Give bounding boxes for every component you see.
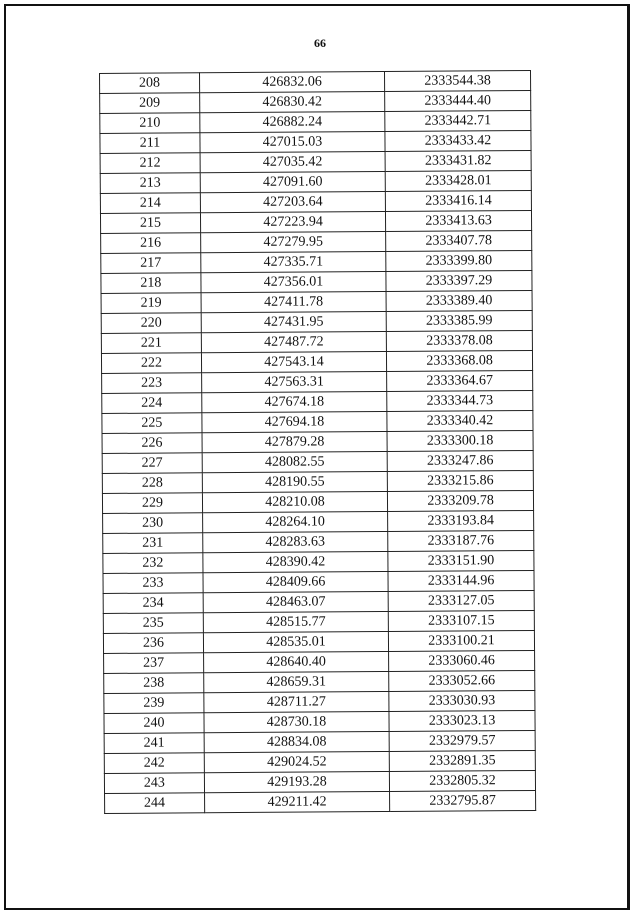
x-coordinate-cell: 429024.52 xyxy=(204,751,389,772)
x-coordinate-cell: 426830.42 xyxy=(200,92,385,113)
x-coordinate-cell: 428515.77 xyxy=(203,611,388,632)
y-coordinate-cell: 2333442.71 xyxy=(385,110,531,131)
y-coordinate-cell: 2333215.86 xyxy=(387,470,533,491)
table-row xyxy=(101,330,532,353)
table-row xyxy=(100,170,531,193)
x-coordinate-cell: 428264.10 xyxy=(202,511,387,532)
point-id-cell: 213 xyxy=(100,173,200,194)
point-id-cell: 239 xyxy=(104,693,204,714)
table-row xyxy=(104,710,535,733)
x-coordinate-cell: 427203.64 xyxy=(200,192,385,213)
point-id-cell: 238 xyxy=(104,673,204,694)
x-coordinate-cell: 428659.31 xyxy=(204,671,389,692)
x-coordinate-cell: 428283.63 xyxy=(203,531,388,552)
y-coordinate-cell: 2333193.84 xyxy=(388,510,534,531)
table-row xyxy=(100,130,531,153)
x-coordinate-cell: 427035.42 xyxy=(200,152,385,173)
table-row xyxy=(102,450,533,473)
x-coordinate-cell: 428210.08 xyxy=(202,491,387,512)
y-coordinate-cell: 2333030.93 xyxy=(389,690,535,711)
point-id-cell: 225 xyxy=(102,413,202,434)
point-id-cell: 216 xyxy=(101,233,201,254)
point-id-cell: 231 xyxy=(103,533,203,554)
x-coordinate-cell: 427694.18 xyxy=(202,411,387,432)
y-coordinate-cell: 2333431.82 xyxy=(385,150,531,171)
point-id-cell: 209 xyxy=(100,93,200,114)
y-coordinate-cell: 2333209.78 xyxy=(388,490,534,511)
point-id-cell: 228 xyxy=(102,473,202,494)
point-id-cell: 218 xyxy=(101,273,201,294)
point-id-cell: 221 xyxy=(101,333,201,354)
y-coordinate-cell: 2333300.18 xyxy=(387,430,533,451)
point-id-cell: 220 xyxy=(101,313,201,334)
y-coordinate-cell: 2333100.21 xyxy=(389,630,535,651)
point-id-cell: 232 xyxy=(103,553,203,574)
y-coordinate-cell: 2333389.40 xyxy=(386,290,532,311)
point-id-cell: 237 xyxy=(104,653,204,674)
y-coordinate-cell: 2333060.46 xyxy=(389,650,535,671)
x-coordinate-cell: 427223.94 xyxy=(200,212,385,233)
x-coordinate-cell: 427279.95 xyxy=(201,232,386,253)
x-coordinate-cell: 428834.08 xyxy=(204,731,389,752)
y-coordinate-cell: 2333344.73 xyxy=(387,390,533,411)
table-row xyxy=(101,350,532,373)
point-id-cell: 242 xyxy=(104,753,204,774)
point-id-cell: 215 xyxy=(100,213,200,234)
x-coordinate-cell: 427091.60 xyxy=(200,172,385,193)
x-coordinate-cell: 427563.31 xyxy=(201,371,386,392)
table-row xyxy=(104,750,535,773)
point-id-cell: 217 xyxy=(101,253,201,274)
x-coordinate-cell: 427335.71 xyxy=(201,252,386,273)
y-coordinate-cell: 2333127.05 xyxy=(388,590,534,611)
table-row xyxy=(105,790,536,813)
x-coordinate-cell: 428640.40 xyxy=(203,651,388,672)
table-row xyxy=(103,590,534,613)
point-id-cell: 229 xyxy=(102,493,202,514)
y-coordinate-cell: 2333413.63 xyxy=(386,210,532,231)
table-row xyxy=(103,570,534,593)
x-coordinate-cell: 427674.18 xyxy=(202,391,387,412)
y-coordinate-cell: 2333187.76 xyxy=(388,530,534,551)
x-coordinate-cell: 429193.28 xyxy=(204,771,389,792)
table-row xyxy=(101,310,532,333)
x-coordinate-cell: 428190.55 xyxy=(202,471,387,492)
y-coordinate-cell: 2333385.99 xyxy=(386,310,532,331)
table-row xyxy=(100,190,531,213)
point-id-cell: 222 xyxy=(101,353,201,374)
point-id-cell: 233 xyxy=(103,573,203,594)
point-id-cell: 223 xyxy=(102,373,202,394)
table-row xyxy=(100,70,531,93)
x-coordinate-cell: 428082.55 xyxy=(202,451,387,472)
y-coordinate-cell: 2333144.96 xyxy=(388,570,534,591)
x-coordinate-cell: 428463.07 xyxy=(203,591,388,612)
table-row xyxy=(104,650,535,673)
x-coordinate-cell: 428711.27 xyxy=(204,691,389,712)
point-id-cell: 234 xyxy=(103,593,203,614)
y-coordinate-cell: 2333107.15 xyxy=(388,610,534,631)
y-coordinate-cell: 2332805.32 xyxy=(389,770,535,791)
x-coordinate-cell: 427015.03 xyxy=(200,132,385,153)
table-row xyxy=(100,210,531,233)
point-id-cell: 211 xyxy=(100,133,200,154)
point-id-cell: 210 xyxy=(100,113,200,134)
y-coordinate-cell: 2333378.08 xyxy=(386,330,532,351)
point-id-cell: 208 xyxy=(100,73,200,94)
x-coordinate-cell: 427431.95 xyxy=(201,312,386,333)
table-row xyxy=(103,610,534,633)
table-row xyxy=(102,370,533,393)
x-coordinate-cell: 428535.01 xyxy=(203,631,388,652)
x-coordinate-cell: 427487.72 xyxy=(201,331,386,352)
table-row xyxy=(104,670,535,693)
x-coordinate-cell: 427411.78 xyxy=(201,292,386,313)
x-coordinate-cell: 427879.28 xyxy=(202,431,387,452)
table-row xyxy=(103,630,534,653)
x-coordinate-cell: 426882.24 xyxy=(200,112,385,133)
point-id-cell: 235 xyxy=(103,613,203,634)
y-coordinate-cell: 2333407.78 xyxy=(386,230,532,251)
point-id-cell: 224 xyxy=(102,393,202,414)
y-coordinate-cell: 2333428.01 xyxy=(385,170,531,191)
point-id-cell: 236 xyxy=(103,633,203,654)
point-id-cell: 244 xyxy=(105,793,205,814)
table-row xyxy=(100,150,531,173)
point-id-cell: 243 xyxy=(104,773,204,794)
x-coordinate-cell: 426832.06 xyxy=(199,72,384,93)
y-coordinate-cell: 2332891.35 xyxy=(389,750,535,771)
table-row xyxy=(102,410,533,433)
y-coordinate-cell: 2332979.57 xyxy=(389,730,535,751)
y-coordinate-cell: 2333340.42 xyxy=(387,410,533,431)
point-id-cell: 241 xyxy=(104,733,204,754)
table-row xyxy=(102,390,533,413)
y-coordinate-cell: 2333544.38 xyxy=(385,70,531,91)
y-coordinate-cell: 2333364.67 xyxy=(387,370,533,391)
table-row xyxy=(101,230,532,253)
table-row xyxy=(102,490,533,513)
point-id-cell: 212 xyxy=(100,153,200,174)
point-id-cell: 219 xyxy=(101,293,201,314)
table-row xyxy=(102,470,533,493)
point-id-cell: 226 xyxy=(102,433,202,454)
table-row xyxy=(101,250,532,273)
point-id-cell: 227 xyxy=(102,453,202,474)
table-row xyxy=(101,270,532,293)
y-coordinate-cell: 2333399.80 xyxy=(386,250,532,271)
y-coordinate-cell: 2333433.42 xyxy=(385,130,531,151)
table-row xyxy=(104,730,535,753)
table-row xyxy=(100,90,531,113)
y-coordinate-cell: 2333444.40 xyxy=(385,90,531,111)
table-row xyxy=(104,770,535,793)
x-coordinate-cell: 428409.66 xyxy=(203,571,388,592)
y-coordinate-cell: 2333397.29 xyxy=(386,270,532,291)
point-id-cell: 230 xyxy=(103,513,203,534)
table-row xyxy=(103,550,534,573)
table-row xyxy=(100,110,531,133)
table-row xyxy=(103,530,534,553)
y-coordinate-cell: 2333151.90 xyxy=(388,550,534,571)
x-coordinate-cell: 429211.42 xyxy=(204,791,389,812)
x-coordinate-cell: 428390.42 xyxy=(203,551,388,572)
y-coordinate-cell: 2333052.66 xyxy=(389,670,535,691)
x-coordinate-cell: 428730.18 xyxy=(204,711,389,732)
table-row xyxy=(104,690,535,713)
point-id-cell: 214 xyxy=(100,193,200,214)
y-coordinate-cell: 2333247.86 xyxy=(387,450,533,471)
x-coordinate-cell: 427543.14 xyxy=(201,351,386,372)
coordinates-table-body xyxy=(100,70,536,813)
coordinates-table xyxy=(99,70,536,814)
y-coordinate-cell: 2333416.14 xyxy=(385,190,531,211)
y-coordinate-cell: 2332795.87 xyxy=(390,790,536,811)
x-coordinate-cell: 427356.01 xyxy=(201,272,386,293)
table-row xyxy=(101,290,532,313)
table-row xyxy=(102,430,533,453)
y-coordinate-cell: 2333368.08 xyxy=(387,350,533,371)
point-id-cell: 240 xyxy=(104,713,204,734)
table-row xyxy=(103,510,534,533)
page-number: 66 xyxy=(314,36,326,50)
y-coordinate-cell: 2333023.13 xyxy=(389,710,535,731)
